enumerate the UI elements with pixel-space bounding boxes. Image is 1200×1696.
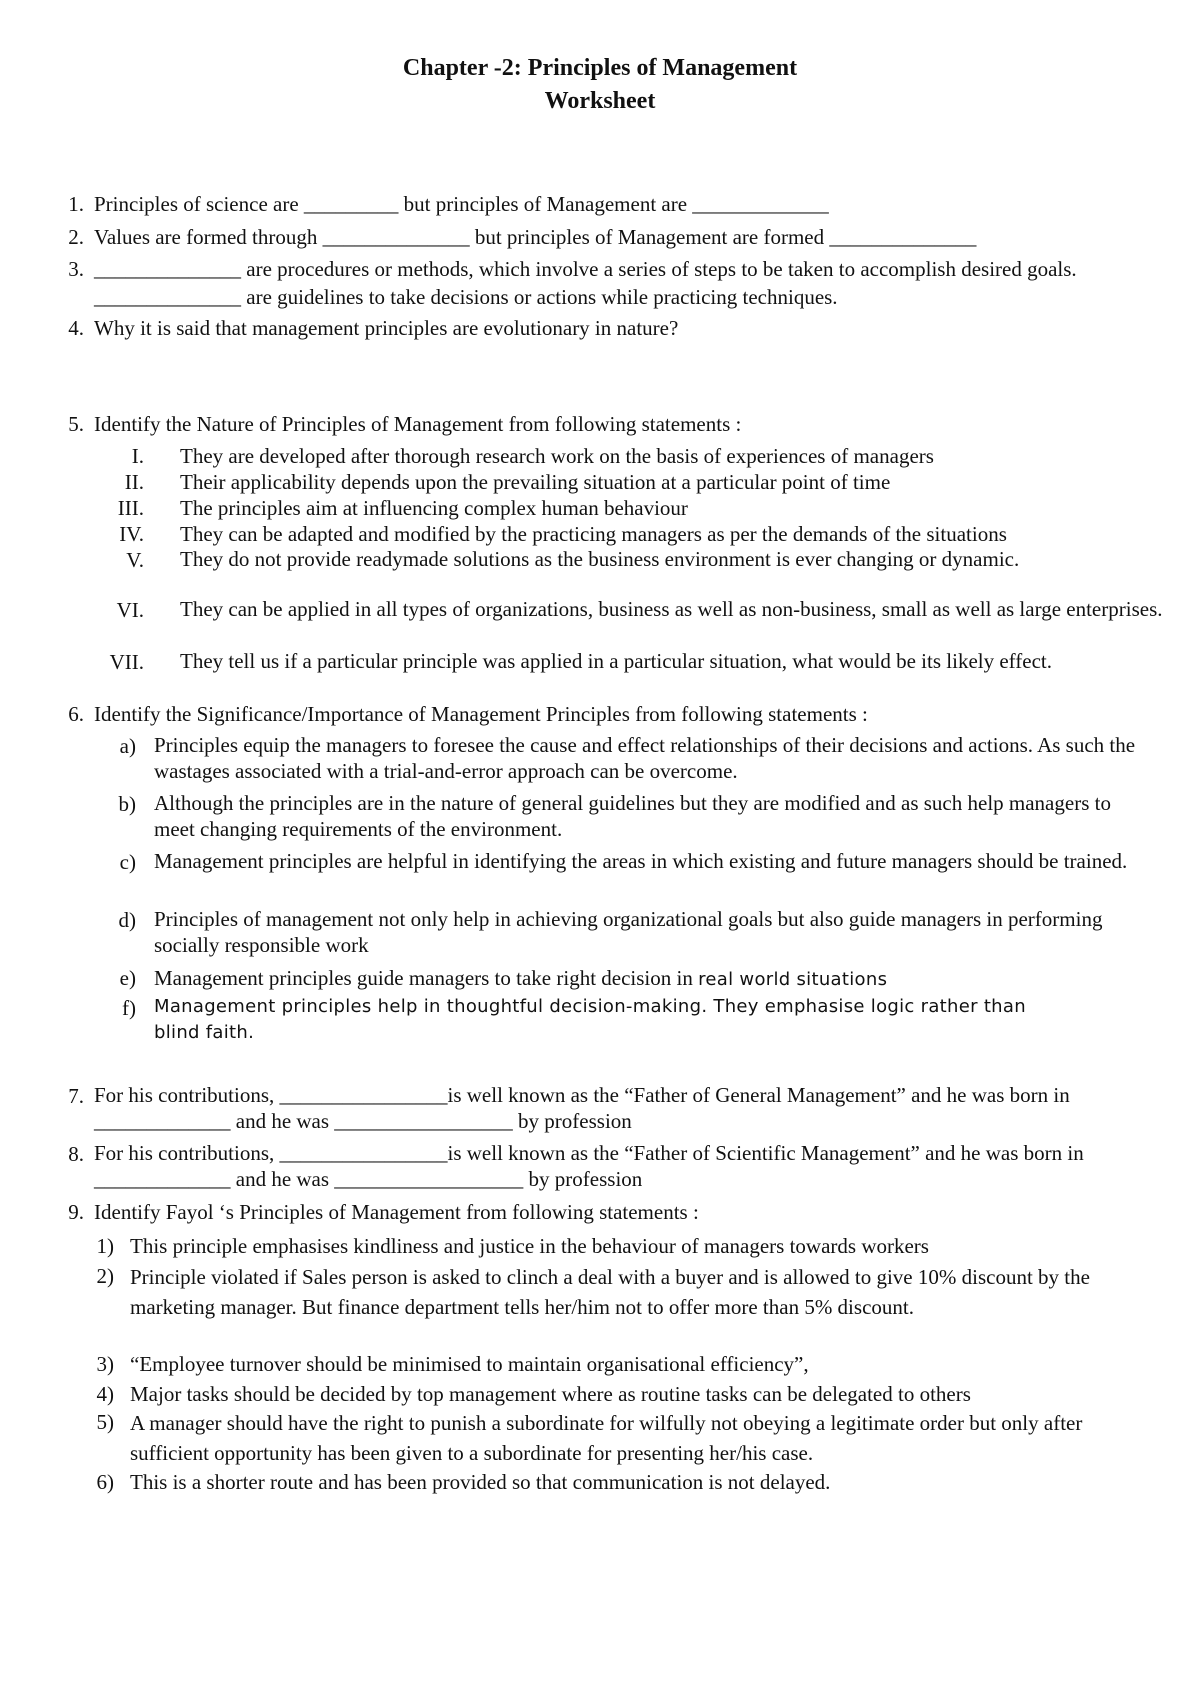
question-number: 9.	[68, 1200, 84, 1224]
item-number: V.	[126, 548, 144, 572]
item-text: This is a shorter route and has been provided so that communication is not delayed.	[130, 1470, 831, 1494]
item-number: 5)	[96, 1410, 114, 1434]
item-text: They tell us if a particular principle was applied in a particular situation, what would be its likely effect.	[180, 649, 1053, 673]
item-text: They can be applied in all types of organizations, business as well as non-business, small as well as large enterprises.	[180, 597, 1163, 621]
item-text: Principle violated if Sales person is asked to clinch a deal with a buyer and is allowed to give 10% discount by the marketing manager. But finance department tells her/him not to offer more than 5% discount.	[130, 1265, 1090, 1319]
item-text: Principles equip the managers to foresee the cause and effect relationships of their decisions and actions. As such the wastages associated with a trial-and-error approach can be overcome.	[154, 733, 1136, 783]
item-number: VII.	[109, 650, 144, 674]
question-number: 7.	[68, 1084, 84, 1108]
item-number: e)	[119, 966, 136, 990]
item-number: a)	[119, 734, 136, 758]
item-text: Management principles help in thoughtful decision-making. They emphasise logic rather than blind faith.	[154, 996, 1026, 1043]
question-text: Why it is said that management principles are evolutionary in nature?	[94, 316, 679, 340]
question-number: 5.	[68, 412, 84, 436]
question-number: 6.	[68, 702, 84, 726]
page-subtitle: Worksheet	[544, 88, 656, 114]
question-text: Principles of science are _________ but principles of Management are _____________	[94, 192, 829, 216]
item-number: 3)	[96, 1352, 114, 1376]
item-text: They are developed after thorough research work on the basis of experiences of managers	[180, 444, 934, 468]
question-text: Identify the Significance/Importance of Management Principles from following statements :	[94, 702, 868, 726]
item-number: c)	[119, 850, 136, 874]
question-number: 1.	[68, 192, 84, 216]
item-number: III.	[117, 496, 144, 520]
question-text: Identify Fayol ‘s Principles of Management from following statements :	[94, 1200, 699, 1224]
item-text-part: real world situations	[698, 969, 888, 990]
item-number: b)	[118, 792, 136, 816]
item-text: They can be adapted and modified by the practicing managers as per the demands of the situations	[180, 522, 1007, 546]
item-number: 1)	[96, 1234, 114, 1258]
item-text: Principles of management not only help in achieving organizational goals but also guide managers in performing socially responsible work	[154, 907, 1103, 957]
item-text: Their applicability depends upon the prevailing situation at a particular point of time	[180, 470, 891, 494]
question-text: For his contributions, ________________is well known as the “Father of Scientific Management” and he was born in _____________ and he was __________________ by profession	[94, 1141, 1084, 1191]
question-text: Values are formed through ______________ but principles of Management are formed ______________	[94, 225, 977, 249]
item-number: d)	[118, 908, 136, 932]
item-text: The principles aim at influencing complex human behaviour	[180, 496, 688, 520]
item-number: 4)	[96, 1382, 114, 1406]
question-number: 8.	[68, 1142, 84, 1166]
item-text: A manager should have the right to punish a subordinate for wilfully not obeying a legitimate order but only after sufficient opportunity has been given to a subordinate for presenting her/his case.	[130, 1411, 1083, 1465]
question-number: 2.	[68, 225, 84, 249]
question-text: Identify the Nature of Principles of Management from following statements :	[94, 412, 742, 436]
page-title: Chapter -2: Principles of Management	[402, 55, 798, 81]
item-text: Although the principles are in the nature of general guidelines but they are modified and as such help managers to meet changing requirements of the environment.	[154, 791, 1111, 841]
item-text: Major tasks should be decided by top management where as routine tasks can be delegated to others	[130, 1382, 971, 1406]
item-text: This principle emphasises kindliness and justice in the behaviour of managers towards workers	[130, 1234, 929, 1258]
question-text: ______________ are procedures or methods, which involve a series of steps to be taken to accomplish desired goals. ______________ are guidelines to take decisions or actions while practicing techniques.	[94, 257, 1077, 309]
item-text: They do not provide readymade solutions as the business environment is ever changing or dynamic.	[180, 547, 1020, 571]
question-number: 4.	[68, 316, 84, 340]
question-text: For his contributions, ________________is well known as the “Father of General Management” and he was born in _____________ and he was _________________ by profession	[94, 1083, 1070, 1133]
question-number: 3.	[68, 257, 84, 281]
item-number: II.	[124, 470, 144, 494]
item-number: 6)	[96, 1470, 114, 1494]
item-text: Management principles are helpful in identifying the areas in which existing and future managers should be trained.	[154, 849, 1128, 873]
item-text: “Employee turnover should be minimised to maintain organisational efficiency”,	[130, 1352, 809, 1376]
item-number: I.	[131, 444, 144, 468]
item-text-part: Management principles guide managers to take right decision in	[154, 966, 699, 990]
item-number: f)	[122, 996, 136, 1020]
item-number: IV.	[119, 522, 144, 546]
item-number: VI.	[116, 598, 144, 622]
item-text	[154, 964, 1164, 994]
item-number: 2)	[96, 1264, 114, 1288]
